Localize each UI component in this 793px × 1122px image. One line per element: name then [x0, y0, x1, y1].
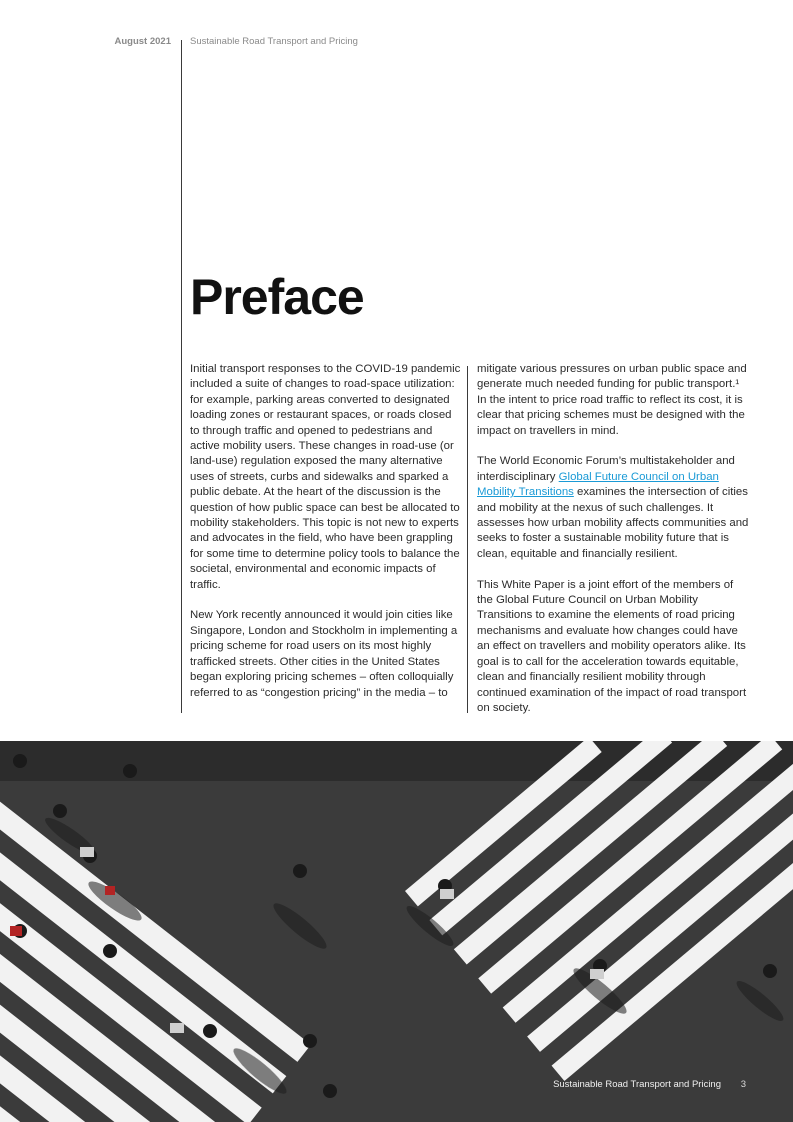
page-number: 3: [740, 1079, 746, 1090]
council-link[interactable]: Global Future Council on Urban Mobility Transitions: [477, 470, 719, 499]
crosswalk-photo: [0, 741, 793, 1122]
header-report-title: Sustainable Road Transport and Pricing: [190, 36, 358, 47]
paragraph: mitigate various pressures on urban public space and generate much needed funding for public transport.¹ In the intent to price road traffic to reflect its cost, it is clear that pricing schemes must be designed with the impact on travellers in mind.: [477, 363, 747, 437]
left-column: [190, 362, 462, 716]
paragraph-text: examines the intersection of cities and mobility at the nexus of such challenges. It assesses how urban mobility affects communities and seeks to foster a sustainable mobility future that is clean, equitable and financially resilient.: [477, 486, 749, 560]
page-title: Preface: [190, 269, 364, 325]
vertical-divider: [181, 40, 182, 713]
right-column: [477, 362, 751, 732]
paragraph: Initial transport responses to the COVID-19 pandemic included a suite of changes to road-space utilization: for example, parking areas converted to designated loading zones or restaurant spaces, or roads closed to through traffic and opened to pedestrians and active mobility users. These changes in road-use (or land-use) regulation exposed the many alternative uses of streets, curbs and sidewalks and sparked a public debate. At the heart of the discussion is the question of how public space can best be allocated to mobility stakeholders. This topic is not new to experts and advocates in the field, who have been grappling for some time to determine policy tools to balance the societal, environmental and economic impacts of traffic.: [190, 363, 461, 591]
paragraph: This White Paper is a joint effort of the members of the Global Future Council on Urban Mobility Transitions to examine the elements of road pricing mechanisms and evaluate how changes could have an effect on travellers and mobility operators alike. Its goal is to call for the acceleration towards equitable, clean and financially resilient mobility through continued examination of the impact of road transport on society.: [477, 578, 747, 714]
column-divider: [467, 366, 468, 713]
paragraph-with-link: [477, 454, 751, 562]
header-date: August 2021: [114, 36, 171, 47]
paragraph-text: The World Economic Forum’s multistakeholder and interdisciplinary: [477, 455, 735, 483]
paragraph: New York recently announced it would join cities like Singapore, London and Stockholm in implementing a pricing scheme for road users on its most highly trafficked streets. Other cities in the United States began exploring pricing schemes – often colloquially referred to as “congestion pricing” in the media – to: [190, 609, 458, 699]
footer-report-title: Sustainable Road Transport and Pricing: [553, 1079, 721, 1090]
